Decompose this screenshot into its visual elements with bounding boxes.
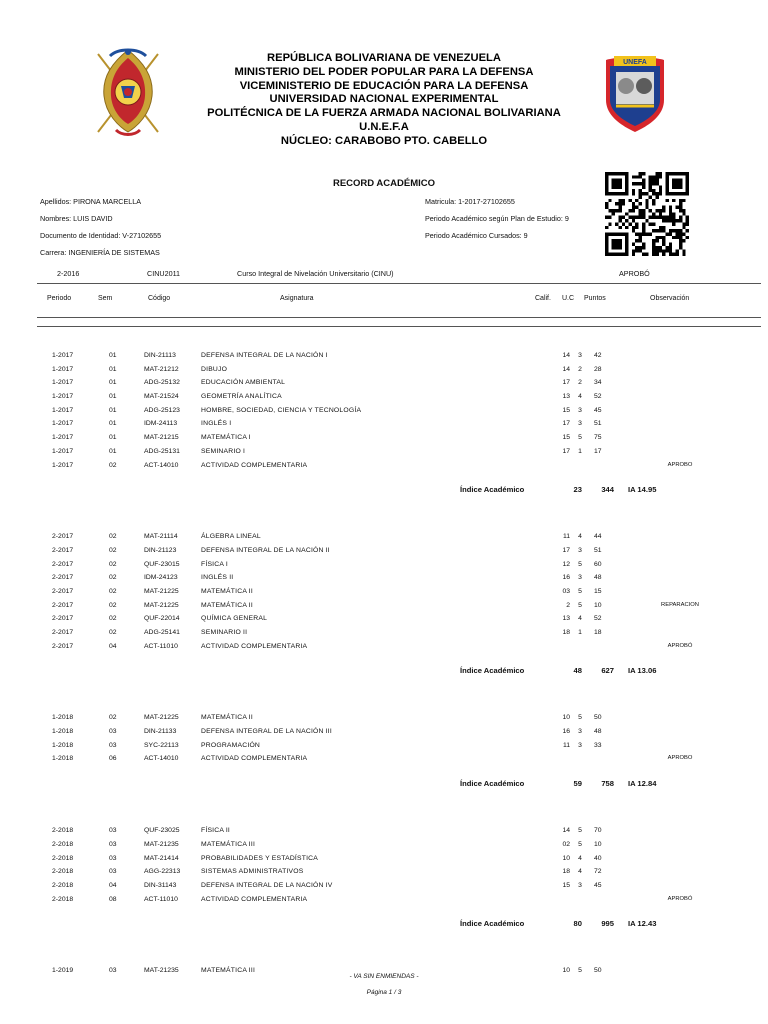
table-row [0,838,768,852]
cell-semestre: 04 [109,642,117,650]
cell-semestre: 02 [109,546,117,554]
cell-codigo: QUF-23025 [144,827,180,835]
cell-codigo: MAT-21524 [144,393,179,401]
cell-semestre: 02 [109,615,117,623]
cell-puntos: 72 [594,868,602,876]
cell-semestre: 08 [109,895,117,903]
table-row [0,544,768,558]
cell-puntos: 10 [594,601,602,609]
student-nombres: Nombres: LUIS DAVID [40,214,113,223]
cell-unidades-credito: 4 [578,615,582,623]
cell-codigo: DIN-21113 [144,352,176,359]
qr-code [603,172,691,256]
cell-codigo: AGG-22313 [144,868,181,876]
cell-puntos: 48 [594,574,602,582]
periodo-cursados: Periodo Académico Cursados: 9 [425,231,528,240]
cell-periodo: 1-2017 [52,420,74,428]
cell-periodo: 2-2018 [52,854,74,862]
cell-asignatura: PROBABILIDADES Y ESTADÍSTICA [201,854,319,862]
cell-semestre: 02 [109,714,117,722]
cell-asignatura: FÍSICA II [201,827,230,835]
cell-codigo: MAT-21225 [144,587,179,595]
institution-header [0,52,768,149]
cell-unidades-credito: 3 [578,728,582,736]
cell-calificacion: 15 [562,434,570,442]
cell-asignatura: SEMINARIO I [201,447,246,455]
cell-codigo: QUF-23015 [144,560,180,568]
cell-codigo: ADG-25131 [144,447,180,455]
cell-codigo: ADG-25132 [144,379,180,387]
group-spacer [0,810,768,824]
cell-codigo: MAT-21212 [144,365,179,373]
cell-unidades-credito: 2 [578,379,582,387]
table-row [0,612,768,626]
cell-observacion: REPARACION [661,601,699,608]
cell-codigo: ACT-14010 [144,461,179,469]
table-row [0,879,768,893]
cell-periodo: 2-2017 [52,533,74,541]
cell-asignatura: DIBUJO [201,365,228,373]
cell-periodo: 1-2017 [52,393,74,401]
cell-periodo: 1-2017 [52,365,74,373]
cell-periodo: 2-2017 [52,615,74,623]
cell-puntos: 75 [594,434,602,442]
cell-asignatura: HOMBRE, SOCIEDAD, CIENCIA Y TECNOLOGÍA [201,406,362,414]
table-row [0,349,768,363]
student-apellidos: Apellidos: PIRONA MARCELLA [40,197,142,206]
cell-periodo: 1-2017 [52,379,74,387]
indice-ia: IA 14.95 [628,485,657,495]
cell-periodo: 2-2017 [52,587,74,595]
table-row [0,417,768,431]
cell-calificacion: 16 [562,574,570,582]
header-line-7: NÚCLEO: CARABOBO PTO. CABELLO [280,134,488,147]
cell-calificacion: 13 [562,615,570,623]
cell-periodo: 1-2018 [52,714,74,722]
cell-unidades-credito: 5 [578,714,582,722]
cell-periodo: 1-2017 [52,434,74,442]
cell-puntos: 33 [594,741,602,749]
cell-semestre: 01 [109,352,117,359]
cell-periodo: 2-2017 [52,574,74,582]
table-row [0,640,768,654]
cell-puntos: 28 [594,365,602,373]
cell-unidades-credito: 5 [578,587,582,595]
cell-unidades-credito: 2 [578,365,582,373]
col-header-puntos: Puntos [584,295,606,302]
cell-semestre: 02 [109,533,117,541]
cell-codigo: MAT-21414 [144,854,179,862]
cell-calificacion: 18 [562,629,570,636]
cell-semestre: 01 [109,379,117,387]
page-number: Página 1 / 3 [366,989,402,996]
cell-periodo: 2-2018 [52,840,74,848]
indice-puntos: 995 [601,919,614,929]
cell-asignatura: MATEMÁTICA I [201,434,251,442]
cell-calificacion: 17 [562,546,570,554]
table-row [0,626,768,640]
cell-semestre: 06 [109,755,117,763]
cell-unidades-credito: 5 [578,434,582,442]
col-header-codigo: Código [148,295,171,302]
cell-calificacion: 12 [562,560,570,568]
cell-unidades-credito: 5 [578,967,582,975]
cell-asignatura: MATEMÁTICA II [201,601,253,609]
cell-periodo: 1-2017 [52,447,74,455]
cell-asignatura: INGLÉS II [201,574,234,582]
table-row [0,585,768,599]
cell-periodo: 2-2018 [52,895,74,903]
table-row [0,530,768,544]
cell-codigo: DIN-21133 [144,728,177,736]
cell-semestre: 01 [109,420,117,428]
col-header-asignatura: Asignatura [280,295,314,302]
cell-calificacion: 11 [562,741,570,749]
cell-asignatura: MATEMÁTICA II [201,587,253,595]
cell-asignatura: MATEMÁTICA III [201,840,256,848]
cell-unidades-credito: 3 [578,574,582,582]
cell-periodo: 1-2019 [52,967,74,975]
footer-note: - VA SIN ENMIENDAS - [349,973,419,980]
document-title: RECORD ACADÉMICO [332,178,436,189]
cell-periodo: 1-2018 [52,755,74,763]
cell-asignatura: ÁLGEBRA LINEAL [201,533,261,541]
unefa-shield-text: UNEFA [623,59,647,66]
cell-puntos: 17 [594,447,602,455]
cell-codigo: ADG-25123 [144,406,180,414]
table-row [0,390,768,404]
table-row [0,431,768,445]
cell-semestre: 02 [109,461,117,469]
cell-unidades-credito: 5 [578,560,582,568]
indice-uc: 59 [573,779,582,789]
table-row [0,363,768,377]
cell-codigo: MAT-21225 [144,714,179,722]
cell-calificacion: 10 [562,967,570,975]
cell-unidades-credito: 1 [578,447,582,455]
col-header-periodo: Periodo [47,295,72,302]
indice-label: Índice Académico [460,919,525,929]
cell-periodo: 2-2017 [52,546,74,554]
cell-puntos: 40 [594,854,602,862]
table-row [0,752,768,766]
cell-unidades-credito: 3 [578,881,582,889]
col-header-observacion: Observación [650,295,690,302]
cell-unidades-credito: 3 [578,741,582,749]
cell-unidades-credito: 5 [578,827,582,835]
table-row [0,725,768,739]
cell-asignatura: ACTIVIDAD COMPLEMENTARIA [201,755,308,763]
table-row [0,459,768,473]
cell-calificacion: 02 [562,840,570,848]
cell-codigo: MAT-21215 [144,434,179,442]
indice-academico-row [0,906,768,950]
cell-puntos: 45 [594,406,602,414]
cell-calificacion: 14 [562,352,570,359]
cell-semestre: 01 [109,406,117,414]
cell-puntos: 42 [594,352,602,359]
table-row [0,445,768,459]
indice-uc: 48 [573,666,582,676]
cell-asignatura: GEOMETRÍA ANALÍTICA [201,393,282,401]
cell-asignatura: EDUCACIÓN AMBIENTAL [201,379,286,387]
cell-calificacion: 14 [562,827,570,835]
col-header-sem: Sem [98,295,113,302]
cell-semestre: 02 [109,560,117,568]
cell-asignatura: ACTIVIDAD COMPLEMENTARIA [201,895,308,903]
cell-asignatura: DEFENSA INTEGRAL DE LA NACIÓN III [201,728,332,736]
cell-puntos: 51 [594,546,602,554]
cell-asignatura: PROGRAMACIÓN [201,741,261,749]
cell-periodo: 1-2017 [52,406,74,414]
table-row [0,599,768,613]
cell-periodo: 2-2017 [52,629,74,636]
cell-codigo: ACT-14010 [144,755,179,763]
cell-codigo: ACT-11010 [144,642,178,650]
cell-periodo: 2-2017 [52,642,74,650]
cell-puntos: 52 [594,615,602,623]
grades-table [0,349,768,978]
table-row [0,852,768,866]
table-row [0,739,768,753]
indice-label: Índice Académico [460,779,525,789]
cell-periodo: 1-2017 [52,352,74,359]
table-row [0,865,768,879]
divider-top [37,283,761,284]
cell-semestre: 04 [109,881,117,889]
divider-mid-1 [37,317,761,318]
group-spacer [0,516,768,530]
cell-puntos: 44 [594,533,602,541]
cell-semestre: 03 [109,868,117,876]
cell-semestre: 03 [109,840,117,848]
cell-puntos: 10 [594,840,602,848]
cell-asignatura: MATEMÁTICA II [201,714,253,722]
cell-periodo: 2-2017 [52,601,74,609]
cell-asignatura: INGLÉS I [201,420,232,428]
cell-calificacion: 11 [562,533,570,541]
cell-semestre: 02 [109,629,117,636]
cell-calificacion: 2 [566,601,570,609]
cell-puntos: 70 [594,827,602,835]
cell-calificacion: 16 [562,728,570,736]
cell-unidades-credito: 3 [578,420,582,428]
cell-puntos: 15 [594,587,602,595]
cinu-codigo: CINU2011 [147,269,181,278]
cell-unidades-credito: 5 [578,601,582,609]
cell-semestre: 03 [109,827,117,835]
cell-codigo: SYC-22113 [144,741,179,749]
cell-puntos: 60 [594,560,602,568]
header-line-2: MINISTERIO DEL PODER POPULAR PARA LA DEFENSA [234,65,534,78]
student-matricula: Matricula: 1-2017-27102655 [425,197,515,206]
cell-puntos: 52 [594,393,602,401]
table-row [0,824,768,838]
cell-observacion: APROBO [667,461,693,468]
cell-periodo: 1-2017 [52,461,74,469]
cell-asignatura: FÍSICA I [201,560,228,568]
cell-semestre: 02 [109,587,117,595]
cell-semestre: 03 [109,728,117,736]
cell-semestre: 03 [109,741,117,749]
indice-puntos: 758 [601,779,614,789]
cell-calificacion: 10 [562,714,570,722]
indice-puntos: 627 [601,666,614,676]
periodo-plan-estudio: Periodo Académico según Plan de Estudio: 9 [425,214,569,223]
indice-label: Índice Académico [460,485,525,495]
cell-codigo: IDM-24113 [144,420,178,428]
cell-asignatura: ACTIVIDAD COMPLEMENTARIA [201,461,308,469]
cell-calificacion: 18 [562,868,570,876]
cell-codigo: IDM-24123 [144,574,178,582]
cell-observacion: APROBÓ [667,895,693,902]
cell-codigo: MAT-21225 [144,601,179,609]
table-row [0,571,768,585]
col-header-uc: U.C [562,295,575,302]
cell-puntos: 18 [594,629,602,636]
cell-codigo: MAT-21235 [144,840,179,848]
cell-periodo: 2-2018 [52,881,74,889]
cinu-asignatura: Curso Integral de Nivelación Universitario (CINU) [237,269,394,278]
cell-unidades-credito: 4 [578,868,582,876]
cell-unidades-credito: 3 [578,406,582,414]
table-row [0,558,768,572]
group-spacer [0,950,768,964]
header-line-1: REPÚBLICA BOLIVARIANA DE VENEZUELA [267,52,501,64]
cell-asignatura: DEFENSA INTEGRAL DE LA NACIÓN IV [201,881,333,889]
cell-calificacion: 03 [562,587,570,595]
indice-label: Índice Académico [460,666,525,676]
cell-calificacion: 15 [562,881,570,889]
cinu-observacion: APROBÓ [619,269,650,278]
cell-calificacion: 10 [562,854,570,862]
cell-semestre: 01 [109,447,117,455]
cell-semestre: 03 [109,854,117,862]
indice-ia: IA 12.84 [628,779,657,789]
cell-calificacion: 13 [562,393,570,401]
indice-ia: IA 12.43 [628,919,657,929]
table-row [0,404,768,418]
cell-semestre: 01 [109,393,117,401]
table-row [0,893,768,907]
cell-puntos: 45 [594,881,602,889]
cell-periodo: 2-2017 [52,560,74,568]
cell-unidades-credito: 4 [578,854,582,862]
cell-asignatura: DEFENSA INTEGRAL DE LA NACIÓN II [201,546,330,554]
header-line-6: U.N.E.F.A [359,120,409,133]
cell-codigo: MAT-21114 [144,533,178,541]
cell-puntos: 50 [594,714,602,722]
cell-unidades-credito: 4 [578,393,582,401]
cell-unidades-credito: 4 [578,533,582,541]
cell-asignatura: MATEMÁTICA III [201,967,256,975]
table-row [0,376,768,390]
cell-periodo: 1-2018 [52,728,74,736]
header-line-4: UNIVERSIDAD NACIONAL EXPERIMENTAL [269,93,499,106]
cell-codigo: DIN-31143 [144,881,177,889]
cell-calificacion: 17 [562,447,570,455]
header-line-3: VICEMINISTERIO DE EDUCACIÓN PARA LA DEFENSA [239,79,529,92]
cell-semestre: 02 [109,601,117,609]
cell-periodo: 2-2018 [52,827,74,835]
cell-codigo: DIN-21123 [144,546,177,554]
cell-periodo: 1-2018 [52,741,74,749]
cell-unidades-credito: 3 [578,352,582,359]
cell-puntos: 34 [594,379,602,387]
cell-semestre: 03 [109,967,117,975]
cell-semestre: 01 [109,365,117,373]
cell-calificacion: 17 [562,420,570,428]
cell-semestre: 01 [109,434,117,442]
col-header-calif: Calif. [535,295,551,302]
cell-periodo: 2-2018 [52,868,74,876]
cell-observacion: APROBÓ [667,642,693,649]
cell-calificacion: 14 [562,365,570,373]
indice-academico-row [0,653,768,697]
cell-observacion: APROBO [667,755,693,762]
cell-unidades-credito: 5 [578,840,582,848]
indice-academico-row [0,472,768,516]
cell-puntos: 48 [594,728,602,736]
student-documento: Documento de Identidad: V-27102655 [40,231,162,240]
student-carrera: Carrera: INGENIERÍA DE SISTEMAS [40,248,160,257]
divider-mid-2 [37,326,761,327]
cell-asignatura: SISTEMAS ADMINISTRATIVOS [201,868,304,876]
cell-asignatura: DEFENSA INTEGRAL DE LA NACIÓN I [201,352,328,359]
cinu-periodo: 2-2016 [57,269,80,278]
cell-codigo: QUF-22014 [144,615,180,623]
table-row [0,711,768,725]
cell-asignatura: QUÍMICA GENERAL [201,615,268,623]
cell-asignatura: ACTIVIDAD COMPLEMENTARIA [201,642,308,650]
cell-codigo: ADG-25141 [144,629,180,636]
cell-puntos: 51 [594,420,602,428]
cell-semestre: 02 [109,574,117,582]
header-line-5: POLITÉCNICA DE LA FUERZA ARMADA NACIONAL BOLIVARIANA [207,107,561,120]
cell-unidades-credito: 3 [578,546,582,554]
indice-academico-row [0,766,768,810]
indice-puntos: 344 [601,485,614,495]
cell-codigo: ACT-11010 [144,895,178,903]
cell-unidades-credito: 1 [578,629,582,636]
cell-asignatura: SEMINARIO II [201,629,248,636]
cell-calificacion: 17 [562,379,570,387]
group-spacer [0,697,768,711]
cell-codigo: MAT-21235 [144,967,179,975]
cell-puntos: 50 [594,967,602,975]
indice-uc: 80 [573,919,582,929]
indice-uc: 23 [573,485,582,495]
indice-ia: IA 13.06 [628,666,657,676]
cell-calificacion: 15 [562,406,570,414]
